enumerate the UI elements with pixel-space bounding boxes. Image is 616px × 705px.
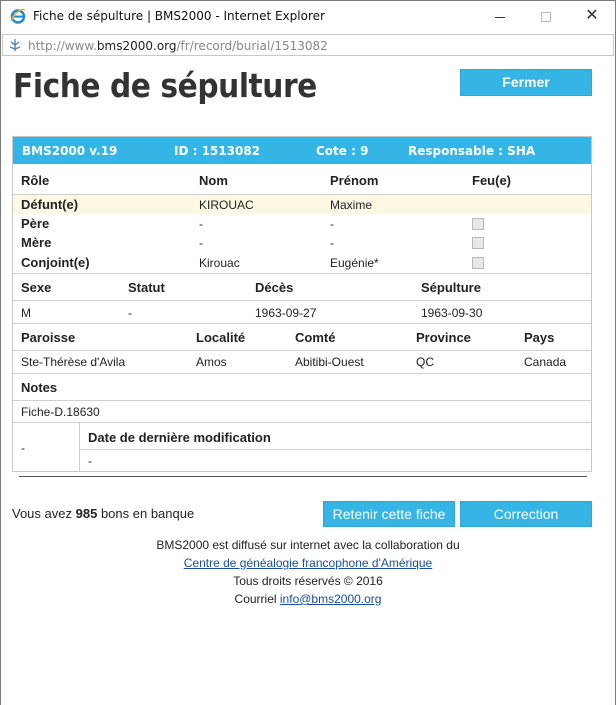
record-card	[12, 136, 592, 472]
address-bar[interactable]	[2, 34, 614, 56]
record-version: BMS2000 v.19	[22, 144, 118, 158]
statut-value: -	[128, 306, 132, 320]
divider	[80, 449, 591, 450]
row-prenom: -	[330, 236, 334, 250]
row-role: Mère	[21, 235, 52, 250]
window-title: Fiche de sépulture | BMS2000 - Internet Explorer	[33, 9, 325, 23]
sepulture-value: 1963-09-30	[421, 306, 483, 320]
minimize-icon	[495, 17, 505, 18]
divider	[13, 350, 591, 351]
modification-value: -	[88, 454, 92, 468]
divider	[79, 423, 80, 471]
table-row	[13, 233, 591, 252]
row-role: Conjoint(e)	[21, 255, 90, 270]
col-sepulture-header: Sépulture	[421, 280, 481, 295]
feu-checkbox	[472, 257, 484, 269]
footer-contact: Courriel info@bms2000.org	[234, 592, 382, 606]
page-icon	[8, 38, 22, 52]
bank-balance: Vous avez 985 bons en banque	[12, 506, 195, 521]
col-feu-header: Feu(e)	[472, 173, 511, 188]
col-nom-header: Nom	[199, 173, 228, 188]
bank-count: 985	[75, 506, 98, 521]
table-row	[13, 252, 591, 272]
notes-label: Notes	[21, 380, 58, 395]
record-id: ID : 1513082	[174, 144, 261, 158]
row-nom: KIROUAC	[199, 198, 254, 212]
close-window-button[interactable]	[569, 1, 615, 31]
footer-link-line	[1, 556, 615, 570]
record-responsable: Responsable : SHA	[408, 144, 536, 158]
row-nom: -	[199, 236, 203, 250]
modification-left-value: -	[21, 441, 25, 455]
deces-value: 1963-09-27	[255, 306, 317, 320]
row-prenom: Eugénie*	[330, 256, 379, 270]
modification-label: Date de dernière modification	[88, 430, 271, 445]
pays-value: Canada	[524, 355, 567, 369]
row-role: Défunt(e)	[21, 197, 79, 212]
url-text[interactable]: http://www.bms2000.org/fr/record/burial/1513082	[28, 39, 328, 53]
row-prenom: Maxime	[330, 198, 373, 212]
divider	[13, 373, 591, 374]
keep-record-button[interactable]: Retenir cette fiche	[323, 501, 455, 527]
internet-explorer-icon	[10, 8, 26, 24]
col-statut-header: Statut	[128, 280, 165, 295]
table-row	[13, 195, 591, 214]
col-role-header: Rôle	[21, 173, 50, 188]
sexe-value: M	[21, 306, 31, 320]
divider	[13, 323, 591, 324]
minimize-button[interactable]	[477, 1, 523, 31]
divider	[13, 400, 591, 401]
partner-link[interactable]: Centre de généalogie francophone d'Amérique	[183, 556, 433, 570]
close-button[interactable]: Fermer	[460, 69, 592, 96]
col-sexe-header: Sexe	[21, 280, 52, 295]
comte-value: Abitibi-Ouest	[295, 355, 364, 369]
page-content	[1, 57, 615, 705]
close-icon: ✕	[585, 7, 599, 24]
record-header	[13, 137, 591, 164]
footer-credit: BMS2000 est diffusé sur internet avec la collaboration du	[156, 538, 460, 552]
maximize-icon	[541, 12, 551, 22]
divider	[13, 300, 591, 301]
row-nom: Kirouac	[199, 256, 240, 270]
title-bar	[1, 1, 615, 31]
province-value: QC	[416, 355, 434, 369]
page-title: Fiche de sépulture	[13, 66, 317, 105]
table-row	[13, 214, 591, 233]
feu-checkbox	[472, 237, 484, 249]
divider	[13, 273, 591, 274]
feu-checkbox	[472, 218, 484, 230]
col-paroisse-header: Paroisse	[21, 330, 76, 345]
row-role: Père	[21, 216, 50, 231]
row-prenom: -	[330, 217, 334, 231]
col-pays-header: Pays	[524, 330, 555, 345]
localite-value: Amos	[196, 355, 227, 369]
col-prenom-header: Prénom	[330, 173, 379, 188]
col-comte-header: Comté	[295, 330, 336, 345]
paroisse-value: Ste-Thérèse d'Avila	[21, 355, 126, 369]
divider	[13, 422, 591, 423]
col-province-header: Province	[416, 330, 471, 345]
notes-value: Fiche-D.18630	[21, 405, 100, 419]
col-deces-header: Décès	[255, 280, 294, 295]
section-separator	[19, 476, 587, 477]
correction-button[interactable]: Correction	[460, 501, 592, 527]
maximize-button[interactable]	[523, 1, 569, 31]
footer-copyright: Tous droits réservés © 2016	[233, 574, 383, 588]
row-nom: -	[199, 217, 203, 231]
email-link[interactable]: info@bms2000.org	[279, 592, 382, 606]
col-localite-header: Localité	[196, 330, 246, 345]
record-cote: Cote : 9	[316, 144, 369, 158]
